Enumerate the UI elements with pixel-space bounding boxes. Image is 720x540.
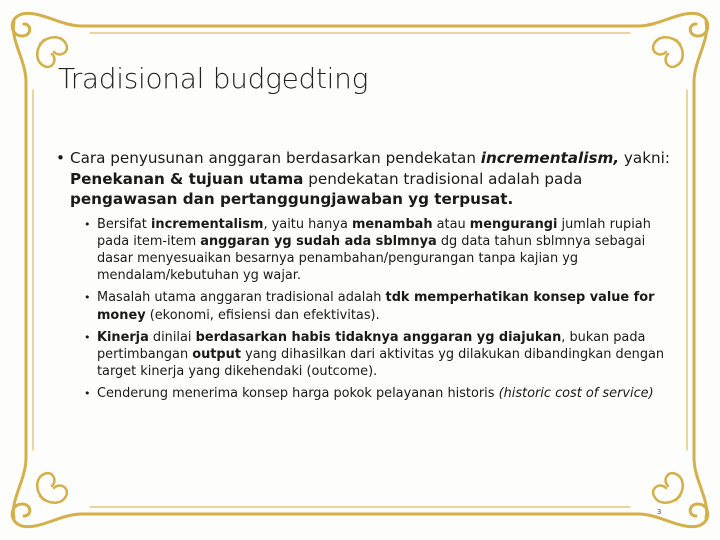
main-bullet [56,148,671,210]
bullet-icon: • [84,330,91,344]
page-number: 3 [657,508,662,516]
bullet-icon: • [56,149,65,167]
slide-title: Tradisional budgedting [58,62,369,95]
sub-bullet-incrementalism: • Bersifat incrementalism, yaitu hanya menambah atau mengurangi jumlah rupiah pada item-item anggaran yg sudah ada sblmnya dg data tahun sblmnya sebagai dasar menyesuaikan besarnya penambahan/pengurangan tanpa kajian yg mendalam/kebutuhan yg wajar. [84,216,651,284]
sub-bullet-value-for-money: • Masalah utama anggaran tradisional adalah tdk memperhatikan konsep value for money (ekonomi, efisiensi dan efektivitas). [84,290,655,323]
slide-body [56,148,671,408]
sub-bullet-kinerja: • Kinerja dinilai berdasarkan habis tidaknya anggaran yg diajukan, bukan pada pertimbangan output yang dihasilkan dari aktivitas yg dilakukan dibandingkan dengan target kinerja yang dikehendaki (outcome). [84,329,665,380]
bullet-icon: • [84,387,91,401]
sub-bullet-historic-cost: • Cenderung menerima konsep harga pokok pelayanan historis (historic cost of service) [84,386,654,402]
main-bullet-text: Cara penyusunan anggaran berdasarkan pendekatan incrementalism, yakni: Penekanan & tujuan utama pendekatan tradisional adalah pada pengawasan dan pertanggungjawaban yg terpusat. [70,149,670,208]
bullet-icon: • [84,217,91,231]
bullet-icon: • [84,291,91,305]
